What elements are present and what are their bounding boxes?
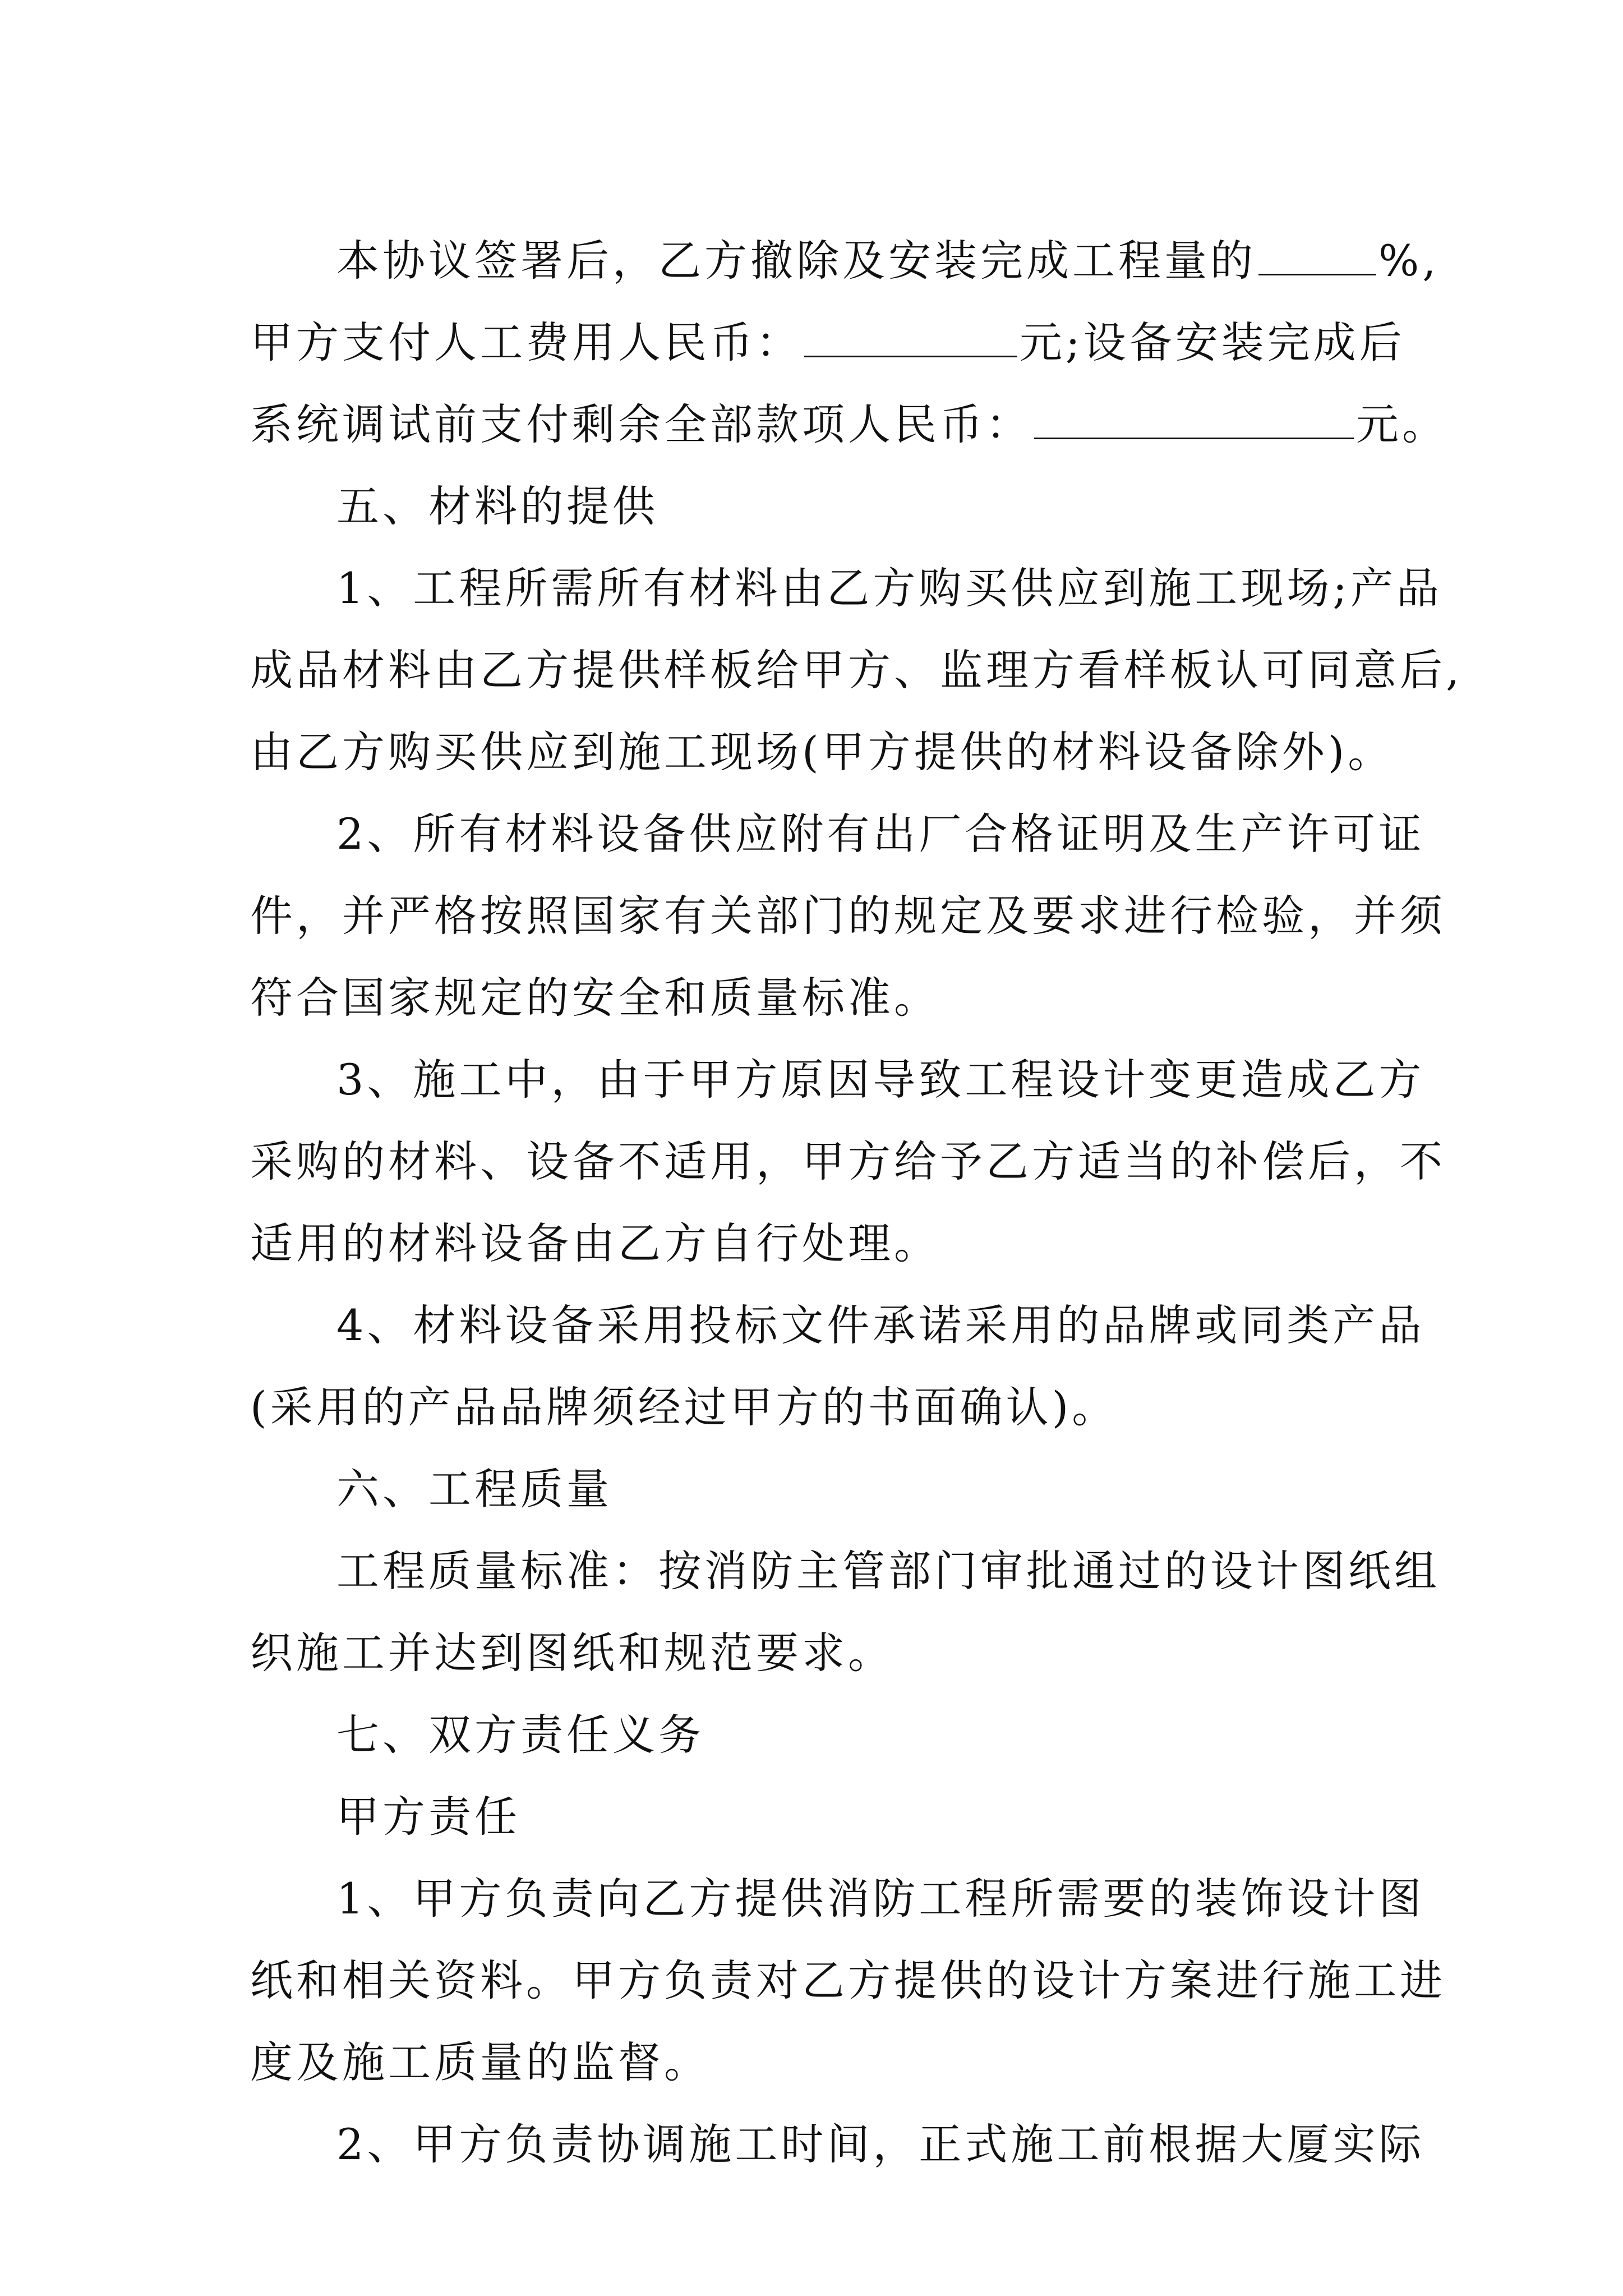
clause-line: 1、工程所需所有材料由乙方购买供应到施工现场;产品	[336, 563, 1442, 613]
text-segment: 元;设备安装完成后	[1020, 318, 1405, 367]
clause-line: (采用的产品品牌须经过甲方的书面确认)。	[250, 1382, 1118, 1432]
payment-line-2	[250, 302, 1405, 384]
clause-line: 适用的材料设备由乙方自行处理。	[250, 1218, 940, 1268]
text-segment: %,	[1378, 236, 1440, 286]
clause-line: 采购的材料、设备不适用，甲方给予乙方适当的补偿后，不	[250, 1137, 1446, 1186]
clause-line: 由乙方购买供应到施工现场(甲方提供的材料设备除外)。	[250, 727, 1394, 777]
blank-percentage	[1258, 239, 1376, 275]
text-segment: 本协议签署后，乙方撤除及安装完成工程量的	[336, 236, 1256, 286]
blank-remaining-payment	[1034, 403, 1354, 439]
payment-line-1	[250, 220, 1440, 302]
clause-line: 3、施工中，由于甲方原因导致工程设计变更造成乙方	[336, 1055, 1425, 1105]
document-page	[250, 220, 1463, 2185]
text-segment: 系统调试前支付剩余全部款项人民币：	[250, 399, 1032, 449]
clause-line: 件，并严格按照国家有关部门的规定及要求进行检验，并须	[250, 891, 1446, 941]
blank-labor-fee	[804, 321, 1017, 357]
clause-line: 2、甲方负责协调施工时间，正式施工前根据大厦实际	[336, 2119, 1425, 2169]
clause-line: 2、所有材料设备供应附有出厂合格证明及生产许可证	[336, 809, 1425, 859]
clause-line: 1、甲方负责向乙方提供消防工程所需要的装饰设计图	[336, 1874, 1425, 1924]
clause-line: 度及施工质量的监督。	[250, 2037, 710, 2087]
clause-line: 工程质量标准：按消防主管部门审批通过的设计图纸组	[336, 1546, 1440, 1596]
section-heading-materials: 五、材料的提供	[336, 481, 658, 531]
clause-line: 织施工并达到图纸和规范要求。	[250, 1628, 894, 1678]
section-heading-quality: 六、工程质量	[336, 1464, 612, 1514]
subheading-party-a: 甲方责任	[336, 1792, 520, 1842]
payment-line-3	[250, 384, 1448, 466]
text-segment: 元。	[1356, 399, 1448, 449]
clause-line: 纸和相关资料。甲方负责对乙方提供的设计方案进行施工进	[250, 1955, 1446, 2005]
section-heading-responsibilities: 七、双方责任义务	[336, 1710, 704, 1760]
clause-line: 成品材料由乙方提供样板给甲方、监理方看样板认可同意后,	[250, 645, 1463, 695]
clause-line: 符合国家规定的安全和质量标准。	[250, 973, 940, 1023]
clause-line: 4、材料设备采用投标文件承诺采用的品牌或同类产品	[336, 1300, 1425, 1350]
text-segment: 甲方支付人工费用人民币：	[250, 318, 802, 367]
